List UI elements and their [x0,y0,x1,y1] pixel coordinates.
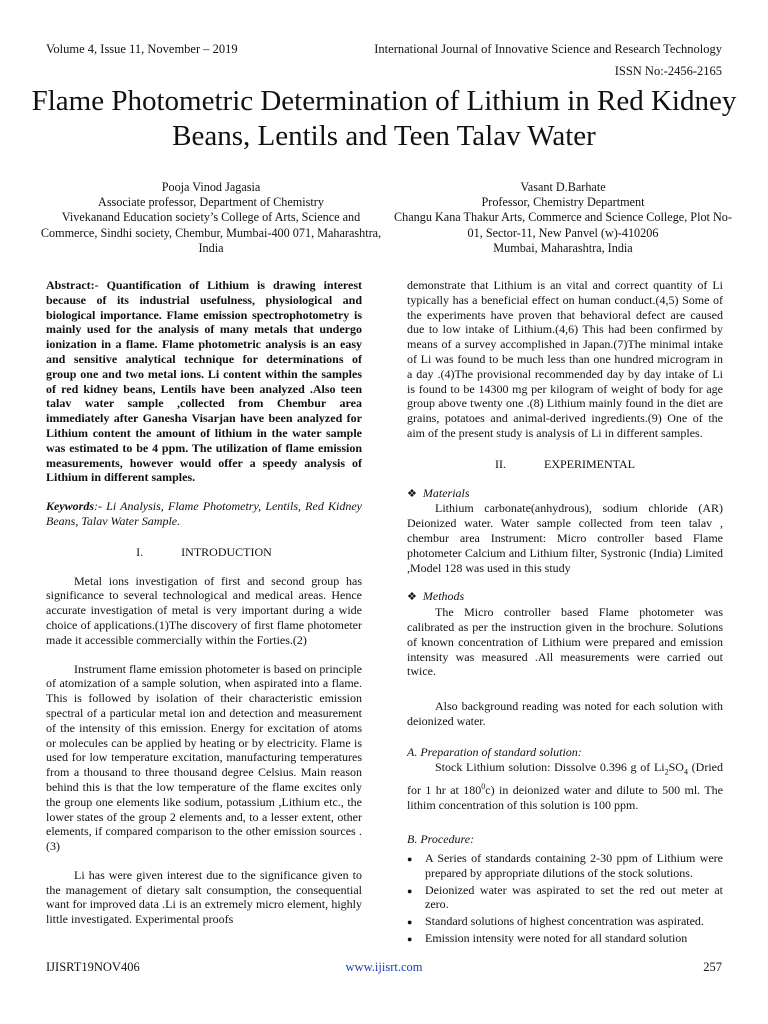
volume-info: Volume 4, Issue 11, November – 2019 [46,42,238,56]
keywords [46,499,362,529]
subheading-label: Methods [422,589,465,604]
author-affiliation: Mumbai, Maharashtra, India [493,240,633,255]
section-number: I. [136,544,144,559]
section-number: II. [494,456,506,471]
paragraph: Lithium carbonate(anhydrous), sodium chloride (AR) Deionized water. Water sample collected from teen talav , chembur area Instrument: Micro controller based Flame photometer Calcium and Lithium filter, Systronic (India) Limited ,Model 128 was used in this study [407,501,723,575]
subheading-methods [407,589,723,605]
paper-title: Flame Photometric Determination of Lithium in Red Kidney Beans, Lentils and Teen Talav Water [31,85,737,152]
section-heading-experimental [407,457,723,472]
procedure-list [407,851,723,946]
issn: ISSN No:-2456-2165 [614,64,722,78]
list-item: ● Emission intensity were noted for all standard solution [423,931,723,946]
paragraph: Li has were given interest due to the significance given to the management of dietary salt consumption, the consequential want for improved data .Li is an extremely micro element, highly little investigated. Experimental proofs [46,867,362,927]
paragraph: Instrument flame emission photometer is based on principle of atomization of a sample solution, when aspirated into a flame. This is followed by isolation of their characteristic emission spectral of a particular metal ion and detection and measurement of the intensity of this emission. Energy for excitation of atoms or molecules can be applied by heating or by electricity. Flame is used for low temperature excitation, manufacturing temperatures from a thousand to three thousand degree Celsius. Main reason behind this is that the low temperature of the flame excites only the group one elements like sodium, potassium ,Lithium etc., the lower states of the group 2 elements and, to a lesser extent, other elements, if compared comparison to the other emission sources .(3) [46,661,362,854]
author-affiliation: Changu Kana Thakur Arts, Commerce and Science College, Plot No-01, Sector-11, New Panvel (w)-410206 [394,210,732,240]
subheading-materials [407,486,723,502]
keywords-label: Keywords [46,499,94,514]
author-affiliation: Associate professor, Department of Chemistry [98,195,324,210]
section-title: INTRODUCTION [181,544,272,559]
paragraph: Stock Lithium solution: Dissolve 0.396 g of $Li_2SO_4$ (Dried for 1 hr at $180^0c$) in deionized water and dilute to 500 ml. The lithim concentration of this solution is 100 ppm. [407,759,723,812]
paragraph: demonstrate that Lithium is an vital and correct quantity of Li typically has a beneficial effect on human conduct.(4,5) Some of the experiments have proven that behavioral defect are caused due to low intake of Lithium.(4,6) This had been confirmed by means of a survey accomplished in Japan.(7)The minimal intake of Li was found to be much less than one hundred microgram in a day .(4)The provisional recommended day by day intake of Li is found to be 14300 mg per kilogram of weight of body for age group above twenty one .(8) Lithium mainly found in the diet are grains, potatoes and animal-derived ingredients.(9) One of the aim of the present study is analysis of Li in different samples. [407,278,723,440]
paragraph: Metal ions investigation of first and second group has significance to several technological and medical areas. Hence accurate investigation of metal is very important during a wide choice of applications.(1)The discovery of first flame photometer made it accessible commercially within the Forties.(2) [46,573,362,647]
journal-link[interactable]: www.ijisrt.com [345,960,423,974]
author-affiliation: Vivekanand Education society’s College of Arts, Science and Commerce, Sindhi society, Chembur, Mumbai-400 071, Maharashtra, India [40,210,382,255]
abstract: Abstract:- Quantification of Lithium is drawing interest because of its industrial usefulness, physiological and biological importance. Flame emission spectrophotometry is mainly used for the analysis of many metals that undergo ionization in a flame. Flame photometric analysis is an easy and sensitive analytical technique for determinations of group one and two metal ions. Li content within the samples of red kidney beans, Lentils have been analyzed .Also teen talav water sample ,collected from Chembur area immediately after Ganesha Visarjan have been analyzed for Lithium content the amount of lithium in the water sample was estimated to be 4 ppm. The utilization of flame emission measurements, however would offer a speedy analysis of Lithium in different samples. [46,278,362,485]
author-block-1 [40,180,382,256]
paragraph: Also background reading was noted for each solution with deionized water. [407,699,723,728]
diamond-bullet-icon: ❖ [407,591,417,604]
keywords-text: :- Li Analysis, Flame Photometry, Lentils, Red Kidney Beans, Talav Water Sample. [46,499,362,528]
section-heading-introduction [46,545,362,560]
list-item: ● Standard solutions of highest concentration was aspirated. [423,914,723,929]
author-name: Pooja Vinod Jagasia [161,180,261,194]
paper-code: IJISRT19NOV406 [46,960,140,974]
subheading-procedure: B. Procedure: [407,832,475,847]
page-number: 257 [703,960,722,974]
paragraph: The Micro controller based Flame photometer was calibrated as per the instruction given in the brochure. Solutions of known concentration of Lithium were prepared and emission intensity was measured .All measurements were carried out twice. [407,605,723,679]
left-column [46,278,362,927]
section-title: EXPERIMENTAL [543,456,636,471]
list-item: ● Deionized water was aspirated to set the red out meter at zero. [423,883,723,913]
subheading-preparation: A. Preparation of standard solution: [407,744,582,759]
author-affiliation: Professor, Chemistry Department [481,195,645,210]
author-block-2 [392,180,734,256]
diamond-bullet-icon: ❖ [407,487,417,500]
subheading-label: Materials [422,485,470,500]
journal-name: International Journal of Innovative Science and Research Technology [374,42,722,56]
right-column [407,278,723,948]
list-item: ● A Series of standards containing 2-30 ppm of Lithium were prepared by appropriate dilutions of the stock solutions. [423,851,723,881]
author-name: Vasant D.Barhate [520,180,606,194]
